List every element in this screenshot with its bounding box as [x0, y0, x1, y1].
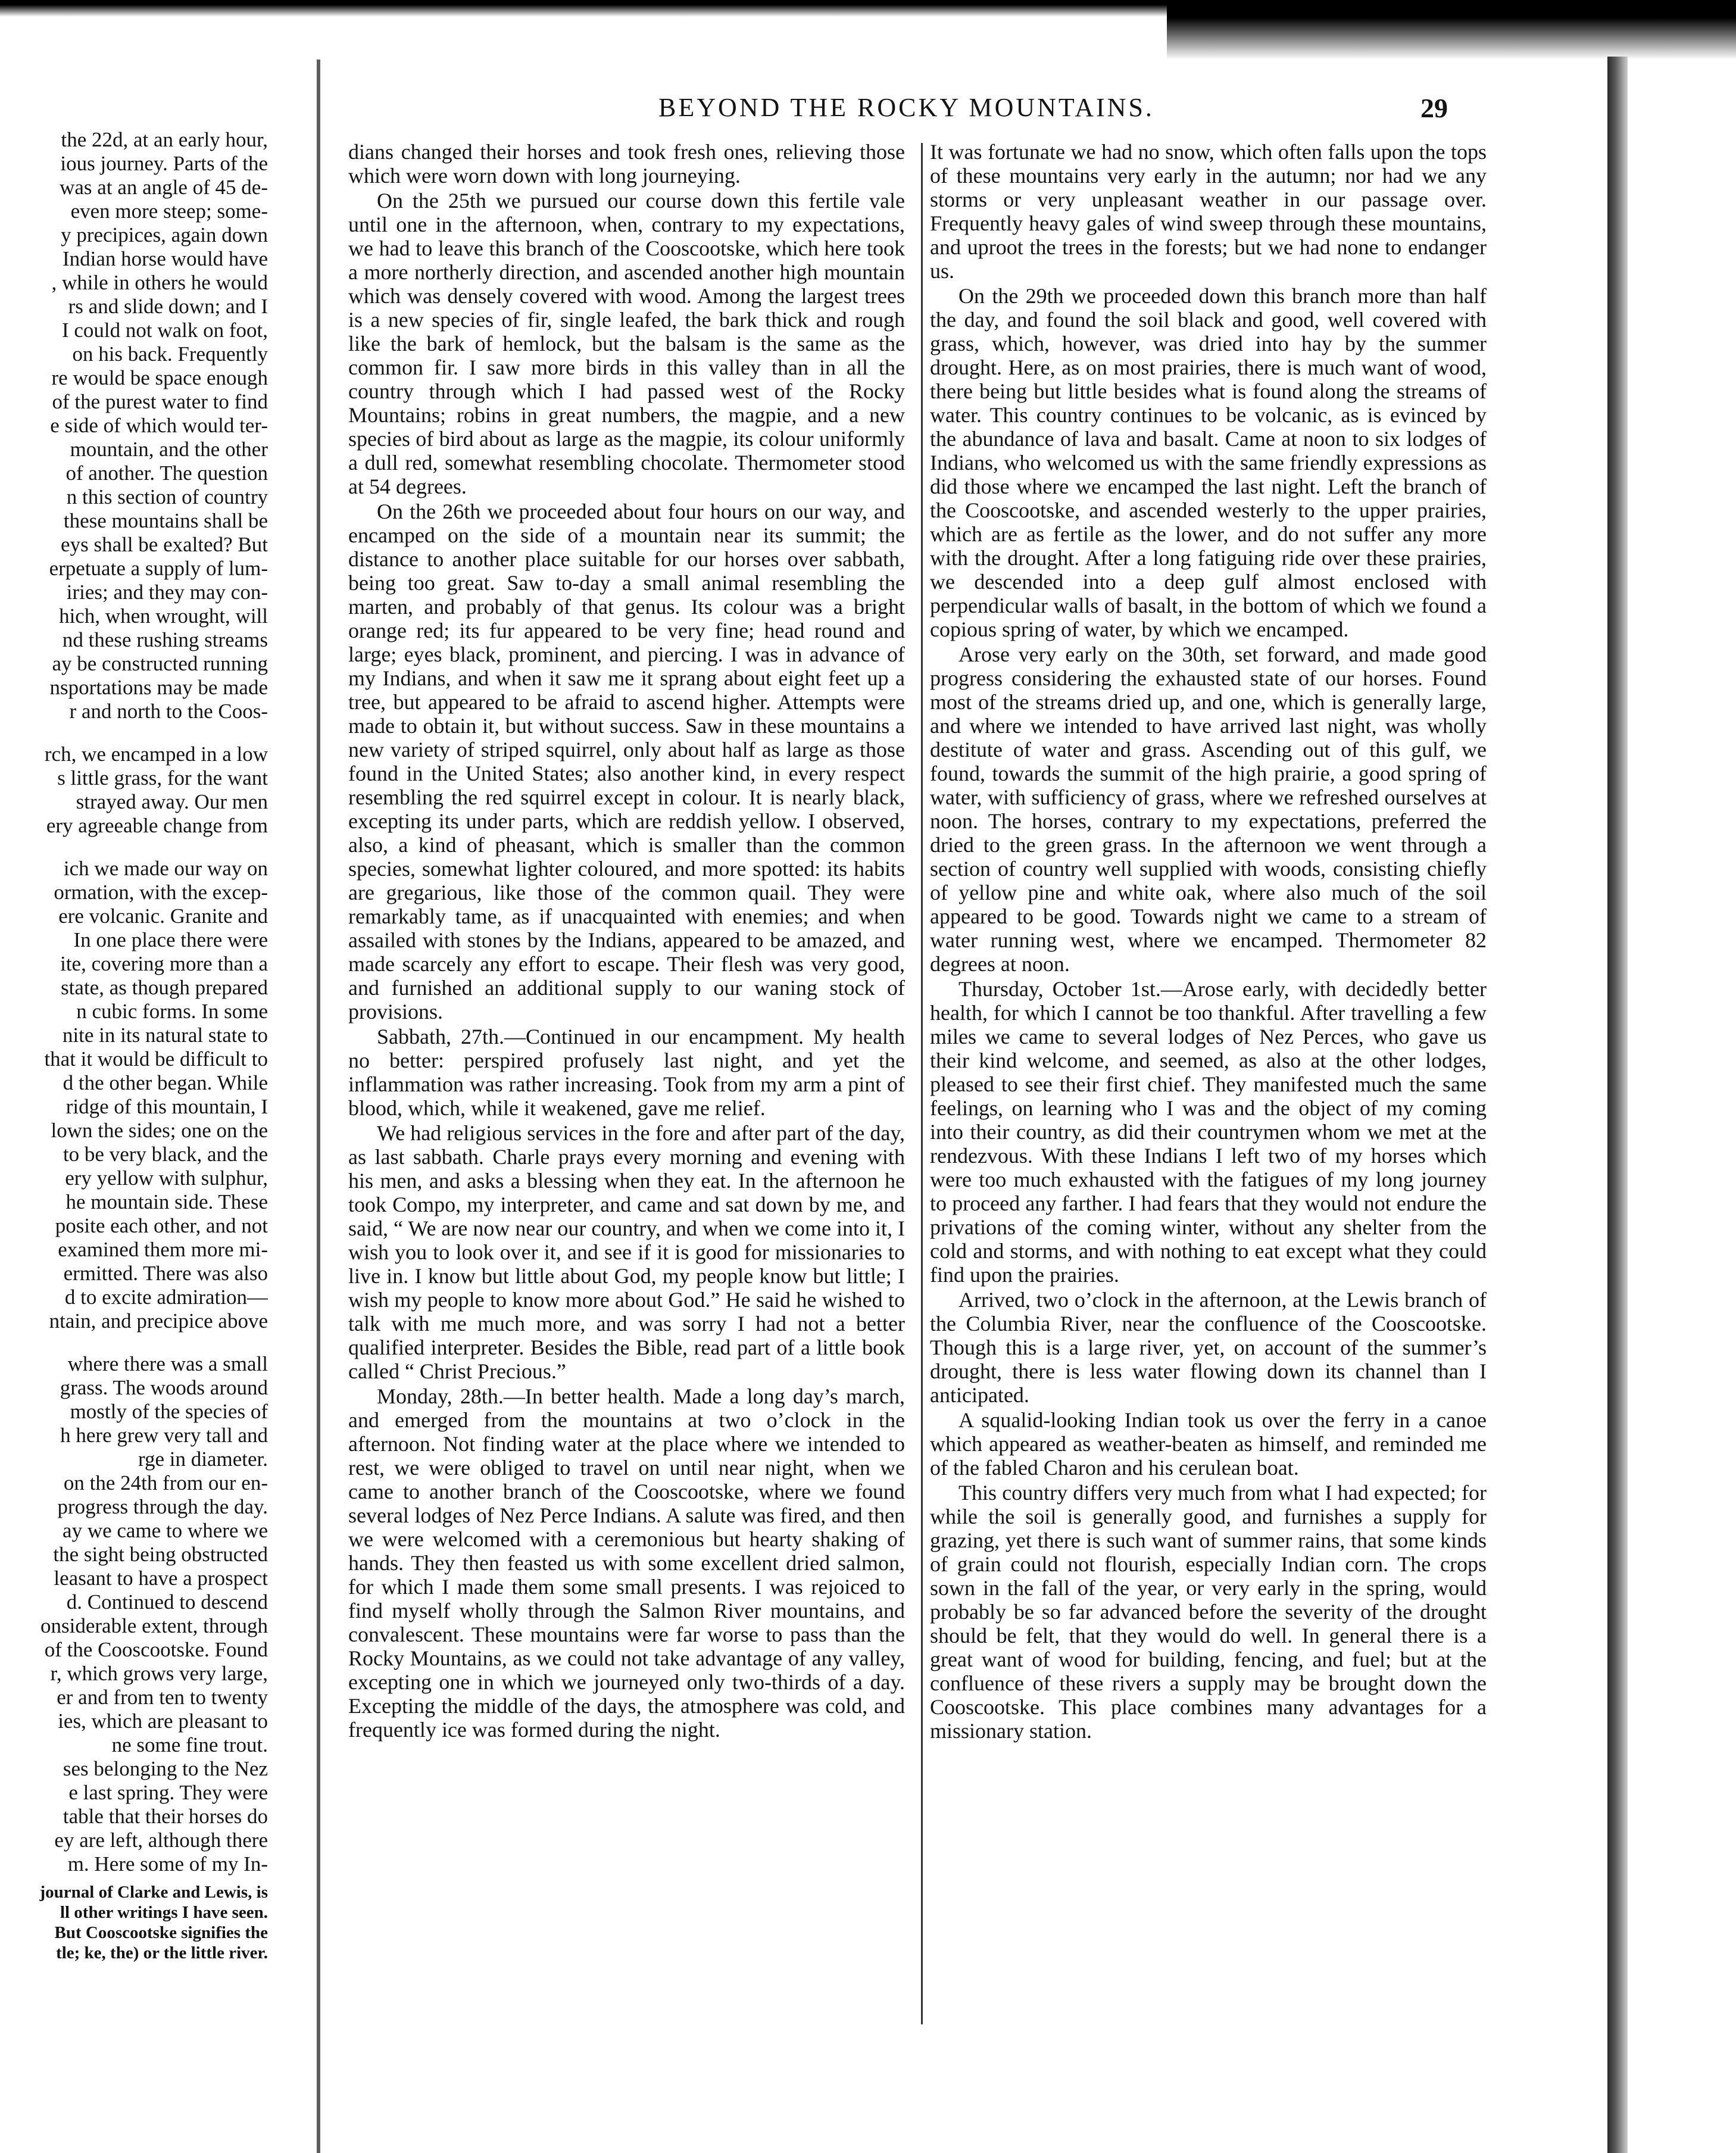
- text-line: on the 24th from our en-: [63, 1471, 268, 1494]
- text-line: strayed away. Our men: [76, 790, 268, 813]
- paragraph: On the 29th we proceeded down this branch more than half the day, and found the soil black and good, well covered with grass, which, however, was dried into hay by the summer drought. Here, as on most prairies, there is much want of wood, there being but little besides what is found along the streams of water. This country continues to be volcanic, as is evinced by the abundance of lava and basalt. Came at noon to six lodges of Indians, who welcomed us with the same friendly expressions as did those where we encamped the last night. Left the branch of the Cooscootske, and ascended westerly to the upper prairies, which are as fertile as the lower, and do not suffer any more with the drought. After a long fatiguing ride over these prairies, we descended into a deep gulf almost enclosed with perpendicular walls of basalt, in the bottom of which we found a copious spring of water, by which we encamped.: [930, 284, 1487, 641]
- paragraph: We had religious services in the fore and after part of the day, as last sabbath. Charle prays every morning and evening with his men, and asks a blessing when they eat. In the afternoon he took Compo, my interpreter, and came and sat down by me, and said, “ We are now near our country, and when we come into it, I wish you to look over it, and see if it is good for missionaries to live in. I know but little about God, my people know but little; I wish my people to know more about God.” He said he wished to talk with me much more, and was sorry I had not a better qualified interpreter. Besides the Bible, read part of a little book called “ Christ Precious.”: [348, 1121, 905, 1383]
- previous-page-fragment: [0, 128, 268, 2105]
- paragraph: Sabbath, 27th.—Continued in our encampment. My health no better: perspired profusely last night, and yet the inflammation was rather increasing. Took from my arm a pint of blood, which, while it weakened, gave me relief.: [348, 1025, 905, 1120]
- text-line: to be very black, and the: [63, 1143, 268, 1166]
- paragraph: On the 26th we proceeded about four hours on our way, and encamped on the side of a mountain near its summit; the distance to another place suitable for our horses over sabbath, being too great. Saw to-day a small animal resembling the marten, and probably of that genus. Its colour was a bright orange red; its fur appeared to be very fine; head round and large; eyes black, prominent, and piercing. I was in advance of my Indians, and when it saw me it sprang about eight feet up a tree, but appeared to be afraid to ascend higher. Attempts were made to obtain it, but without success. Saw in these mountains a new variety of striped squirrel, only about half as large as those found in the United States; also another kind, in every respect resembling the red squirrel except in colour. It is nearly black, excepting its under parts, which are reddish yellow. I observed, also, a kind of pheasant, which is smaller than the common species, somewhat lighter coloured, and more spotted: its habits are gregarious, like those of the common quail. They were remarkably tame, as if unacquainted with enemies; and when assailed with stones by the Indians, appeared to be amazed, and made scarcely any effort to escape. Their flesh was very good, and furnished an additional supply to our waning stock of provisions.: [348, 500, 905, 1024]
- text-line: examined them more mi-: [58, 1238, 268, 1261]
- text-line: the sight being obstructed: [53, 1543, 268, 1566]
- text-line: where there was a small: [67, 1352, 268, 1375]
- text-column-right: [930, 140, 1487, 1744]
- paragraph: On the 25th we pursued our course down this fertile vale until one in the afternoon, when, contrary to my expectations, we had to leave this branch of the Cooscootske, which here took a more northerly direction, and ascended another high mountain which was densely covered with wood. Among the largest trees is a new species of fir, single leafed, the bark thick and rough like the bark of hemlock, but the balsam is the same as the common fir. I saw more birds in this valley than in all the country through which I had passed west of the Rocky Mountains; robins in great numbers, the magpie, and a new species of bird about as large as the magpie, its colour uniformly a dull red, somewhat resembling chocolate. Thermometer stood at 54 degrees.: [348, 189, 905, 498]
- text-line: ay we came to where we: [63, 1519, 268, 1542]
- text-line: ery agreeable change from: [46, 814, 268, 837]
- scan-shadow-top: [0, 0, 1310, 17]
- paragraph: dians changed their horses and took fresh ones, relieving those which were worn down with long journeying.: [348, 140, 905, 188]
- text-line: [0, 723, 268, 742]
- text-line: nite in its natural state to: [62, 1024, 268, 1047]
- text-line: n this section of country: [66, 485, 268, 508]
- paragraph: Monday, 28th.—In better health. Made a long day’s march, and emerged from the mountains at two o’clock in the afternoon. Not finding water at the place where we intended to rest, we were obliged to travel on until near night, when we came to another branch of the Cooscootske, where we found several lodges of Nez Perce Indians. A salute was fired, and then we were welcomed with a ceremonious but hearty shaking of hands. They then feasted us with some excellent dried salmon, for which I made them some small presents. I was rejoiced to find myself wholly through the Salmon River mountains, and convalescent. These mountains were far worse to pass than the Rocky Mountains, as we could not take advantage of any valley, excepting one in which we journeyed only two-thirds of a day. Excepting the middle of the days, the atmosphere was cold, and frequently ice was formed during the night.: [348, 1384, 905, 1742]
- text-line: leasant to have a prospect: [54, 1567, 268, 1590]
- text-line: erpetuate a supply of lum-: [49, 557, 268, 580]
- text-line: of another. The question: [65, 461, 268, 485]
- text-line: ery yellow with sulphur,: [65, 1166, 268, 1190]
- text-line: eys shall be exalted? But: [61, 533, 268, 556]
- text-line: e side of which would ter-: [50, 414, 268, 437]
- text-line: ses belonging to the Nez: [63, 1757, 268, 1780]
- text-line: d. Continued to descend: [66, 1590, 268, 1614]
- text-line: even more steep; some-: [70, 199, 268, 223]
- text-line: s little grass, for the want: [57, 766, 268, 790]
- text-line: progress through the day.: [57, 1495, 268, 1518]
- text-line: iries; and they may con-: [66, 581, 268, 604]
- text-line: h here grew very tall and: [60, 1424, 268, 1447]
- running-title: BEYOND THE ROCKY MOUNTAINS.: [658, 93, 1154, 122]
- text-line: rge in diameter.: [138, 1447, 268, 1471]
- text-line: of the purest water to find: [52, 390, 268, 413]
- text-line: m. Here some of my In-: [67, 1852, 268, 1876]
- text-line: grass. The woods around: [60, 1376, 268, 1399]
- text-line: was at an angle of 45 de-: [60, 176, 268, 199]
- text-line: d to excite admiration—: [64, 1285, 268, 1309]
- text-line: nd these rushing streams: [62, 628, 268, 651]
- text-line: ermitted. There was also: [63, 1262, 268, 1285]
- text-line: mostly of the species of: [70, 1400, 268, 1423]
- text-line: lown the sides; one on the: [51, 1119, 268, 1142]
- text-line: posite each other, and not: [55, 1214, 268, 1237]
- column-divider: [921, 143, 923, 2024]
- page-edge-shadow: [1607, 57, 1628, 2153]
- text-line: re would be space enough: [51, 366, 268, 389]
- text-line: ies, which are pleasant to: [58, 1709, 268, 1733]
- text-line: e last spring. They were: [68, 1781, 268, 1804]
- footnote-gap: [0, 1876, 268, 1882]
- text-line: [0, 838, 268, 857]
- text-line: n cubic forms. In some: [76, 1000, 268, 1023]
- text-line: y precipices, again down: [61, 223, 268, 246]
- text-line: ey are left, although there: [54, 1829, 268, 1852]
- text-line: , while in others he would: [51, 271, 268, 294]
- text-line: ne some fine trout.: [111, 1733, 268, 1756]
- text-line: nsportations may be made: [49, 676, 268, 699]
- footnote-line: ll other writings I have seen.: [60, 1903, 268, 1922]
- text-line: Indian horse would have: [62, 247, 268, 270]
- text-line: rch, we encamped in a low: [44, 742, 268, 766]
- text-line: that it would be difficult to: [44, 1047, 268, 1071]
- text-line: d the other began. While: [63, 1071, 268, 1094]
- text-line: state, as though prepared: [61, 976, 268, 999]
- text-line: ridge of this mountain, I: [65, 1095, 268, 1118]
- text-line: ay be constructed running: [52, 652, 268, 675]
- text-line: onsiderable extent, through: [40, 1614, 268, 1637]
- text-line: ious journey. Parts of the: [60, 152, 268, 175]
- book-gutter: [317, 60, 320, 2153]
- text-line: rs and slide down; and I: [68, 295, 268, 318]
- text-line: the 22d, at an early hour,: [61, 128, 268, 151]
- text-line: [0, 1333, 268, 1352]
- text-line: r, which grows very large,: [50, 1662, 268, 1685]
- text-line: r and north to the Coos-: [69, 700, 268, 723]
- text-line: er and from ten to twenty: [57, 1686, 268, 1709]
- text-column-left: [348, 140, 905, 1743]
- paragraph: It was fortunate we had no snow, which often falls upon the tops of these mountains very early in the autumn; nor had we any storms or very unpleasant weather in our passage over. Frequently heavy gales of wind sweep through these mountains, and uproot the trees in the forests; but we had none to endanger us.: [930, 140, 1487, 283]
- paragraph: Thursday, October 1st.—Arose early, with decidedly better health, for which I cannot be too thankful. After travelling a few miles we came to several lodges of Nez Perces, who gave us their kind welcome, and seemed, as also at the other lodges, pleased to see their first chief. They manifested much the same feelings, on learning who I was and the object of my coming into their country, as did their countrymen whom we met at the rendezvous. With these Indians I left two of my horses which were too much exhausted with the fatigues of my long journey to proceed any farther. I had fears that they would not endure the privations of the coming winter, without any shelter from the cold and storms, and with nothing to eat except what they could find upon the prairies.: [930, 977, 1487, 1287]
- paragraph: This country differs very much from what I had expected; for while the soil is generally good, and furnishes a supply for grazing, yet there is such want of summer rains, that some kinds of grain could not flourish, especially Indian corn. The crops sown in the fall of the year, or very early in the spring, would probably be so far advanced before the severity of the drought should be felt, that they would do well. In general there is a great want of wood for building, fencing, and fuel; but at the confluence of these rivers a supply may be brought down the Cooscootske. This place combines many advantages for a missionary station.: [930, 1481, 1487, 1743]
- text-line: I could not walk on foot,: [61, 319, 268, 342]
- text-line: In one place there were: [73, 928, 268, 951]
- scan-shadow-corner: [1167, 0, 1736, 60]
- text-line: mountain, and the other: [70, 438, 268, 461]
- paragraph: A squalid-looking Indian took us over the ferry in a canoe which appeared as weather-beaten as himself, and reminded me of the fabled Charon and his cerulean boat.: [930, 1408, 1487, 1480]
- text-line: ere volcanic. Granite and: [58, 904, 268, 928]
- text-line: of the Cooscootske. Found: [44, 1638, 268, 1661]
- text-line: hich, when wrought, will: [59, 604, 268, 628]
- page-number: 29: [1420, 93, 1448, 123]
- footnote-line: journal of Clarke and Lewis, is: [39, 1883, 268, 1902]
- text-line: ich we made our way on: [63, 857, 268, 880]
- paragraph: Arrived, two o’clock in the afternoon, at the Lewis branch of the Columbia River, near the confluence of the Cooscootske. Though this is a large river, yet, on account of the summer’s drought, there is less water flowing down its channel than I anticipated.: [930, 1288, 1487, 1407]
- text-line: ormation, with the excep-: [54, 881, 268, 904]
- text-line: ite, covering more than a: [60, 952, 268, 975]
- footnote-line: tle; ke, the) or the little river.: [56, 1943, 268, 1962]
- text-line: these mountains shall be: [63, 509, 268, 532]
- text-line: ntain, and precipice above: [49, 1309, 268, 1333]
- text-line: table that their horses do: [63, 1805, 268, 1828]
- text-line: on his back. Frequently: [72, 342, 268, 366]
- footnote-line: But Cooscootske signifies the: [54, 1923, 268, 1942]
- paragraph: Arose very early on the 30th, set forward, and made good progress considering the exhausted state of our horses. Found most of the streams dried up, and one, which is generally large, and where we intended to have arrived last night, was wholly destitute of water and grass. Ascending out of this gulf, we found, towards the summit of the high prairie, a good spring of water, with sufficiency of grass, where we refreshed ourselves at noon. The horses, contrary to my expectations, preferred the dried to the green grass. In the afternoon we went through a section of country well supplied with woods, consisting chiefly of yellow pine and white oak, where also much of the soil appeared to be good. Towards night we came to a stream of water running west, where we encamped. Thermometer 82 degrees at noon.: [930, 642, 1487, 976]
- text-line: he mountain side. These: [65, 1190, 268, 1213]
- page-header: [658, 92, 1474, 128]
